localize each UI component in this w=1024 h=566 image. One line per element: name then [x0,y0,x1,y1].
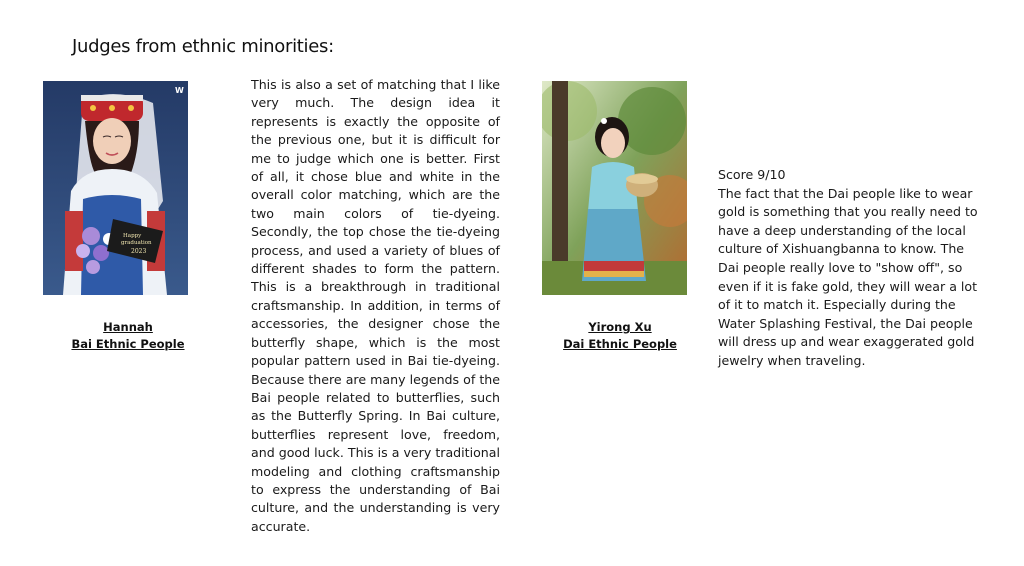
cap-text-1: Happy [123,233,142,239]
judge-caption-yirong [550,319,690,353]
photo-logo: W [175,86,184,95]
judge-group-hannah: Bai Ethnic People [71,337,185,351]
yirong-portrait-icon [542,81,687,295]
yirong-review [718,166,980,371]
page-title: Judges from ethnic minorities: [72,36,334,57]
hannah-portrait-icon [43,81,188,295]
judge-name-hannah: Hannah [103,320,153,334]
cap-text-2: graduation [121,240,152,246]
yirong-review-text: The fact that the Dai people like to wear gold is something that you really need to have a deep understanding of the local culture of Xishuangbanna to know. The Dai people really love to "show off", so even if it is fake gold, they will wear a lot of it to match it. Especially during the Water Splashing Festival, the Dai people will dress up and wear exaggerated gold jewelry when traveling. [718,185,978,368]
cap-year: 2023 [131,248,147,255]
judge-group-yirong: Dai Ethnic People [563,337,677,351]
judge-caption-hannah [58,319,198,353]
yirong-score: Score 9/10 [718,167,786,182]
hannah-photo [43,81,188,295]
hannah-review-text: This is also a set of matching that I like very much. The design idea it represents is exactly the opposite of the previous one, but it is difficult for me to judge which one is better. First of all, it chose blue and white in the overall color matching, which are the two main colors of tie-dyeing. Secondly, the top chose the tie-dyeing process, and used a variety of blues of different shades to form the pattern. This is a breakthrough in traditional craftsmanship. In addition, in terms of accessories, the designer chose the butterfly shape, which is the most popular pattern used in Bai tie-dyeing. Because there are many legends of the Bai people related to butterflies, such as the Butterfly Spring. In Bai culture, butterflies represent love, freedom, and good luck. This is a very traditional modeling and clothing craftsmanship to express the understanding of Bai culture, and the understanding is very accurate. [251,77,500,534]
yirong-photo [542,81,687,295]
judge-name-yirong: Yirong Xu [588,320,652,334]
